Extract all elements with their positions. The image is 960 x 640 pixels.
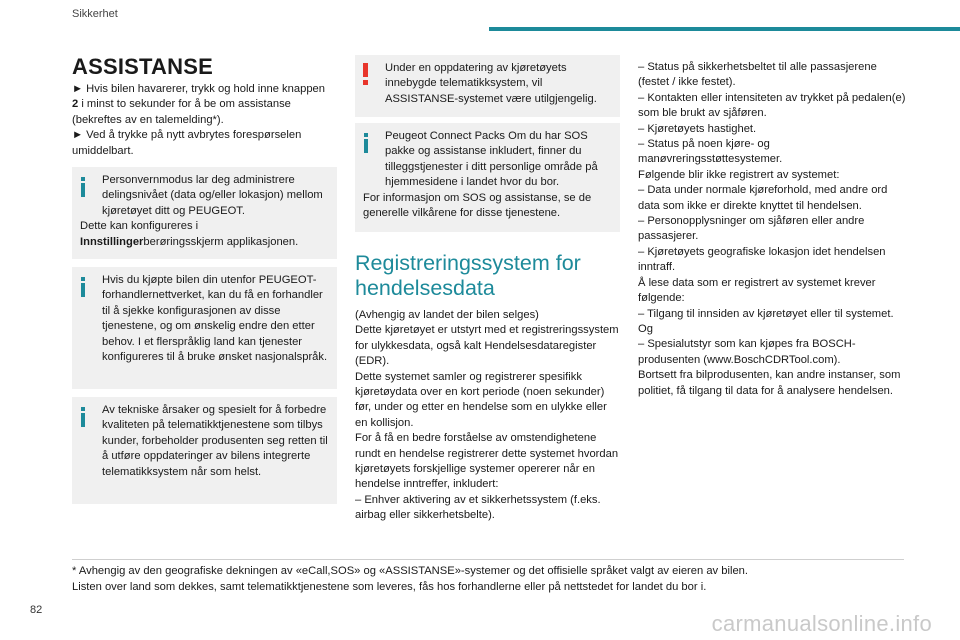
assistanse-body <box>72 82 334 159</box>
edr-heading: Registreringssystem for hendelsesdata <box>355 251 581 300</box>
assistanse-heading: ASSISTANSE <box>72 54 213 79</box>
section-title: Sikkerhet <box>72 8 118 20</box>
info-icon <box>81 277 85 297</box>
info-icon <box>81 177 85 197</box>
footnote: * Avhengig av den geografiske dekningen av «eCall,SOS» og «ASSISTANSE»-systemer og det offisielle språket valgt av eieren av bilen. Listen over land som dekkes, samt telematikktjenestene som leveres, fås hos forhandlerne eller på nettstedet for landet du bor i. <box>72 565 748 593</box>
edr-body: (Avhengig av landet der bilen selges) Dette kjøretøyet er utstyrt med et registreringssystem for ulykkesdata, også kalt Hendelsesdataregister (EDR). Dette systemet samler og registrerer spesifikk kjøretøydata over en kort periode (noen sekunder) før, under og etter en hendelse som en ulykke eller en kollisjon. For å få en bedre forståelse av omstendighetene rundt en hendelse registrerer dette systemet hvordan kjøretøyets forskjellige systemer opererer når en hendelse inntreffer, inkludert: – Enhver aktivering av et sikkerhetssystem (f.eks. airbag eller sikkerhetsbelte). <box>355 309 619 522</box>
page-number: 82 <box>30 604 43 616</box>
edr-body-continued: – Status på sikkerhetsbeltet til alle passasjerene (festet / ikke festet). – Kontakten eller intensiteten av trykket på pedalen(e) som ble brukt av sjåføren. – Kjøretøyets hastighet. – Status på noen kjøre- og manøvreringsstøttesystemer. Følgende blir ikke registrert av systemet: – Data under normale kjøreforhold, med andre ord data som ikke er direkte knyttet til hendelsen. – Personopplysninger om sjåføren eller andre passasjerer. – Kjøretøyets geografiske lokasjon idet hendelsen inntraff. Å lese data som er registrert av systemet krever følgende: – Tilgang til innsiden av kjøretøyet eller til systemet. Og – Spesialutstyr som kan kjøpes fra BOSCH-produsenten (www.BoschCDRTool.com). Bortsett fra bilprodusenten, kan andre instanser, som politiet, få tilgang til data for å analysere hendelsen. <box>638 61 906 397</box>
info-icon <box>81 407 85 427</box>
watermark: carmanualsonline.info <box>711 611 932 636</box>
warning-icon <box>363 63 369 85</box>
assistanse-step-2: ► Ved å trykke på nytt avbrytes forespørselen umiddelbart. <box>72 129 302 157</box>
footnote-divider <box>72 559 904 560</box>
info-box-dealer: Hvis du kjøpte bilen din utenfor PEUGEOT-forhandlernettverket, kan du få en forhandler til å sjekke konfigurasjonen av disse tjenestene, og om ønskelig endre den etter behov. I et flerspråklig land kan tjenester konfigureres til å bruke ønsket nasjonalspråk. <box>72 267 337 389</box>
info-box-privacy: Personvernmodus lar deg administrere delingsnivået (data og/eller lokasjon) mellom kjøretøyet ditt og PEUGEOT. Dette kan konfigureres i Innstillingerberøringsskjerm applikasjonen. <box>72 167 337 259</box>
info-icon <box>364 133 368 153</box>
header-accent-bar <box>489 27 960 31</box>
info-box-connect-packs: Peugeot Connect Packs Om du har SOS pakke og assistanse inkludert, finner du tilleggstjenester i ditt personlige område på hjemmesidene i landet hvor du bor. For informasjon om SOS og assistanse, se de generelle vilkårene for disse tjenestene. <box>355 123 620 232</box>
warning-box-update: Under en oppdatering av kjøretøyets innebygde telematikksystem, vil ASSISTANSE-systemet være utilgjengelig. <box>355 55 620 117</box>
info-box-updates: Av tekniske årsaker og spesielt for å forbedre kvaliteten på telematikktjenestene som tilbys kunder, forbeholder produsenten seg retten til å utføre oppdateringer av bilens integrerte telematikksystem når som helst. <box>72 397 337 504</box>
assistanse-step-1: ► Hvis bilen havarerer, trykk og hold inne knappen 2 i minst to sekunder for å be om assistanse (bekreftes av en talemelding*). <box>72 83 325 126</box>
